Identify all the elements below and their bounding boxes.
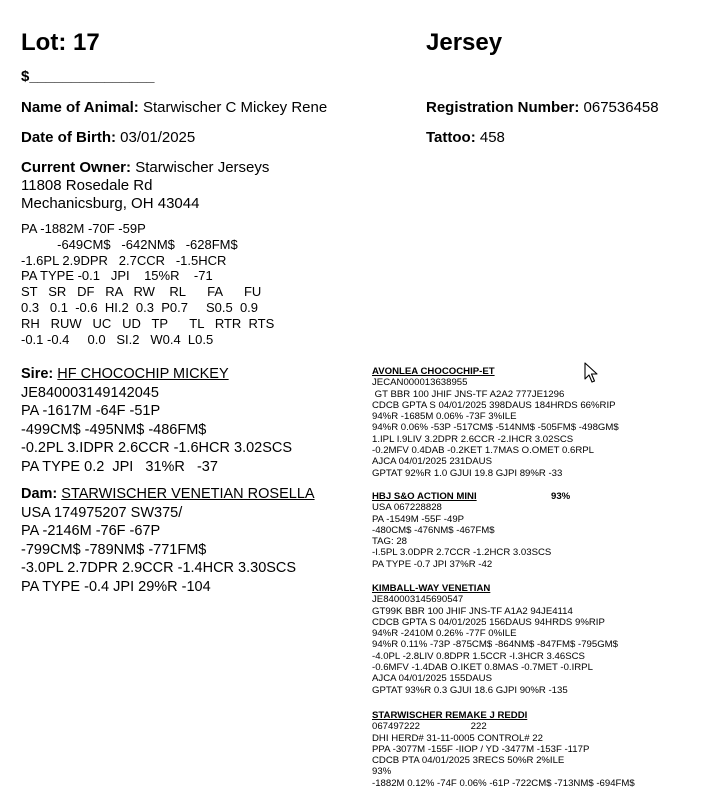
registration-number: 067536458: [583, 99, 659, 116]
pedigree-dam-dam: [372, 710, 635, 789]
breed: Jersey: [426, 29, 503, 56]
pedigree-line: 94%R 0.06% -53P -517CM$ -514NM$ -505FM$ -498GM$: [372, 422, 619, 434]
pedigree-line: -0.6MFV -1.4DAB O.IKET 0.8MAS -0.7MET -0.IRPL: [372, 662, 593, 674]
pedigree-line: 1.IPL I.9LIV 3.2DPR 2.6CCR -2.IHCR 3.02SCS: [372, 433, 574, 445]
dob-field: [21, 129, 195, 146]
pedigree-dam-sire: [372, 583, 618, 696]
pedigree-sire-sire: [372, 366, 619, 479]
dam-block: [21, 485, 315, 596]
pedigree-dam-sire-name: KIMBALL-WAY VENETIAN: [372, 583, 491, 594]
animal-name: Starwischer C Mickey Rene: [142, 99, 328, 116]
animal-name-label: Name of Animal:: [21, 99, 139, 116]
sire-line: -499CM$ -495NM$ -486FM$: [21, 421, 207, 438]
pedigree-line: CDCB PTA 04/01/2025 3RECS 50%R 2%ILE: [372, 755, 565, 767]
pedigree-line: TAG: 28: [372, 536, 408, 548]
dob: 03/01/2025: [120, 129, 196, 146]
pedigree-sire-dam: [372, 491, 551, 570]
price-line: $_______________: [21, 68, 155, 85]
pedigree-sire-sire-name: AVONLEA CHOCOCHIP-ET: [372, 366, 495, 377]
tattoo-label: Tattoo:: [426, 129, 476, 146]
pedigree-line: JE840003145690547: [372, 594, 464, 606]
owner-label: Current Owner:: [21, 159, 132, 176]
pedigree-sire-dam-percent: 93%: [551, 491, 571, 502]
pedigree-line: USA 067228828: [372, 502, 442, 514]
pedigree-line: PA TYPE -0.7 JPI 37%R -42: [372, 558, 493, 570]
sire-label: Sire:: [21, 366, 54, 382]
genomic-line: -649CM$ -642NM$ -628FM$: [21, 236, 238, 252]
mouse-cursor-icon: [584, 362, 598, 384]
tattoo-field: [426, 129, 505, 146]
dam-line: PA -2146M -76F -67P: [21, 523, 161, 539]
pedigree-line: -I.5PL 3.0DPR 2.7CCR -1.2HCR 3.03SCS: [372, 547, 552, 559]
pedigree-line: -0.2MFV 0.4DAB -0.2KET 1.7MAS O.OMET 0.6RPL: [372, 445, 594, 457]
pedigree-line: AJCA 04/01/2025 231DAUS: [372, 456, 493, 468]
animal-name-field: [21, 99, 327, 116]
pedigree-line: 067497222 222: [372, 721, 487, 733]
pedigree-dam-dam-name: STARWISCHER REMAKE J REDDI: [372, 710, 528, 721]
pedigree-line: AJCA 04/01/2025 155DAUS: [372, 673, 493, 685]
pedigree-line: PPA -3077M -155F -IIOP / YD -3477M -153F -117P: [372, 743, 590, 755]
dam-line: -799CM$ -789NM$ -771FM$: [21, 541, 207, 558]
pedigree-line: CDCB GPTA S 04/01/2025 156DAUS 94HRDS 9%RIP: [372, 616, 605, 628]
tattoo: 458: [479, 129, 505, 146]
pedigree-line: 93%: [372, 766, 392, 778]
dam-line: -3.0PL 2.7DPR 2.9CCR -1.4HCR 3.30SCS: [21, 560, 297, 576]
pedigree-line: GPTAT 93%R 0.3 GJUI 18.6 GJPI 90%R -135: [372, 684, 568, 696]
genomic-block: [21, 221, 274, 347]
owner-block: [21, 159, 269, 213]
pedigree-line: CDCB GPTA S 04/01/2025 398DAUS 184HRDS 66%RIP: [372, 399, 616, 411]
pedigree-line: 94%R 0.11% -73P -875CM$ -864NM$ -847FM$ -795GM$: [372, 639, 618, 651]
genomic-line: -0.1 -0.4 0.0 SI.2 W0.4 L0.5: [21, 331, 214, 347]
pedigree-line: DHI HERD# 31-11-0005 CONTROL# 22: [372, 732, 543, 744]
pedigree-line: 94%R -2410M 0.26% -77F 0%ILE: [372, 628, 517, 640]
sire-line: PA -1617M -64F -51P: [21, 403, 161, 419]
owner-address-line2: Mechanicsburg, OH 43044: [21, 195, 200, 212]
pedigree-line: 94%R -1685M 0.06% -73F 3%ILE: [372, 411, 517, 423]
pedigree-line: -4.0PL -2.8LIV 0.8DPR 1.5CCR -I.3HCR 3.46SCS: [372, 650, 585, 662]
sire-line: JE840003149142045: [21, 384, 159, 401]
dam-line: PA TYPE -0.4 JPI 29%R -104: [21, 578, 211, 595]
genomic-line: PA TYPE -0.1 JPI 15%R -71: [21, 268, 213, 284]
owner-address-line1: 11808 Rosedale Rd: [21, 177, 153, 194]
pedigree-line: GT99K BBR 100 JHIF JNS-TF A1A2 94JE4114: [372, 605, 573, 617]
genomic-line: 0.3 0.1 -0.6 HI.2 0.3 P0.7 S0.5 0.9: [21, 299, 259, 315]
pedigree-line: GPTAT 92%R 1.0 GJUI 19.8 GJPI 89%R -33: [372, 467, 563, 479]
genomic-line: -1.6PL 2.9DPR 2.7CCR -1.5HCR: [21, 252, 227, 268]
sire-name: HF CHOCOCHIP MICKEY: [57, 366, 229, 382]
pedigree-sire-dam-name: HBJ S&O ACTION MINI: [372, 491, 477, 502]
pedigree-line: GT BBR 100 JHIF JNS-TF A2A2 777JE1296: [372, 388, 565, 400]
dam-line: USA 174975207 SW375/: [21, 504, 183, 521]
genomic-line: PA -1882M -70F -59P: [21, 221, 146, 236]
genomic-line: RH RUW UC UD TP TL RTR RTS: [21, 315, 275, 331]
registration-field: [426, 99, 659, 116]
lot-number: Lot: 17: [21, 29, 100, 56]
registration-label: Registration Number:: [426, 99, 580, 116]
pedigree-line: PA -1549M -55F -49P: [372, 513, 465, 525]
dam-label: Dam:: [21, 486, 58, 502]
pedigree-line: -1882M 0.12% -74F 0.06% -61P -722CM$ -713NM$ -694FM$: [372, 777, 635, 789]
pedigree-line: -480CM$ -476NM$ -467FM$: [372, 524, 495, 536]
sire-block: [21, 365, 292, 476]
dam-name: STARWISCHER VENETIAN ROSELLA: [61, 486, 315, 502]
sire-line: -0.2PL 3.IDPR 2.6CCR -1.6HCR 3.02SCS: [21, 440, 293, 456]
pedigree-line: JECAN000013638955: [372, 377, 468, 389]
owner-name: Starwischer Jerseys: [135, 159, 270, 176]
dob-label: Date of Birth:: [21, 129, 116, 146]
sire-line: PA TYPE 0.2 JPI 31%R -37: [21, 458, 218, 475]
genomic-line: ST SR DF RA RW RL FA FU: [21, 284, 262, 300]
